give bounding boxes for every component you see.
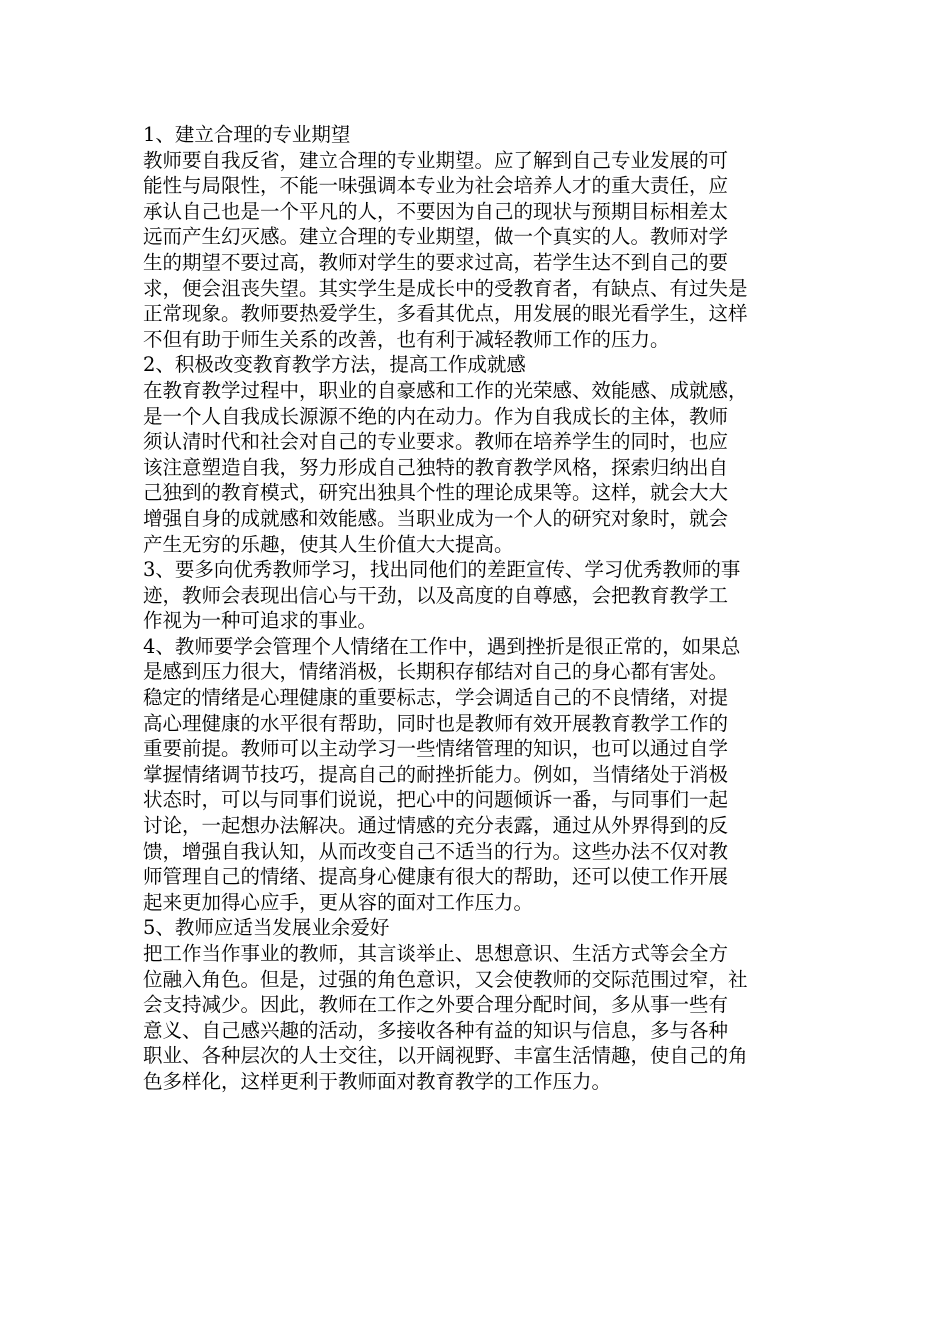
- section-1-line: 正常现象。教师要热爱学生，多看其优点，用发展的眼光看学生，这样: [143, 302, 748, 326]
- section-5-line: 把工作当作事业的教师，其言谈举止、思想意识、生活方式等会全方: [143, 942, 729, 965]
- section-3-line: 作视为一种可追求的事业。: [143, 609, 378, 633]
- section-2-line: 增强自身的成就感和效能感。当职业成为一个人的研究对象时，就会: [143, 506, 729, 530]
- section-5-line: 色多样化，这样更利于教师面对教育教学的工作压力。: [143, 1069, 612, 1093]
- section-1-line: 不但有助于师生关系的改善，也有利于减轻教师工作的压力。: [143, 327, 670, 351]
- section-4-line: 重要前提。教师可以主动学习一些情绪管理的知识，也可以通过自学: [143, 737, 729, 761]
- section-4-line: 掌握情绪调节技巧，提高自己的耐挫折能力。例如，当情绪处于消极: [143, 762, 729, 786]
- section-1-line: 承认自己也是一个平凡的人，不要因为自己的现状与预期目标相差太: [143, 199, 729, 223]
- section-1-line: 生的期望不要过高，教师对学生的要求过高，若学生达不到自己的要: [143, 250, 729, 274]
- section-1-line: 远而产生幻灭感。建立合理的专业期望，做一个真实的人。教师对学: [143, 225, 729, 249]
- section-5-line: 职业、各种层次的人士交往，以开阔视野、丰富生活情趣，使自己的角: [143, 1044, 748, 1068]
- section-3-line: 迹，教师会表现出信心与干劲，以及高度的自尊感，会把教育教学工: [143, 583, 729, 607]
- section-5-line: 位融入角色。但是，过强的角色意识，又会使教师的交际范围过窄，社: [143, 967, 748, 991]
- section-4-line: 讨论，一起想办法解决。通过情感的充分表露，通过从外界得到的反: [143, 814, 729, 838]
- section-4-line: 状态时，可以与同事们说说，把心中的问题倾诉一番，与同事们一起: [143, 788, 729, 812]
- section-1-heading: 1、建立合理的专业期望: [143, 123, 351, 146]
- section-2-line: 己独到的教育模式，研究出独具个性的理论成果等。这样，就会大大: [143, 481, 729, 505]
- section-4-line: 高心理健康的水平很有帮助，同时也是教师有效开展教育教学工作的: [143, 711, 729, 735]
- section-4-line: 稳定的情绪是心理健康的重要标志，学会调适自己的不良情绪，对提: [143, 686, 729, 710]
- section-1-line: 教师要自我反省，建立合理的专业期望。应了解到自己专业发展的可: [143, 148, 729, 172]
- section-4-line: 起来更加得心应手，更从容的面对工作压力。: [143, 890, 534, 914]
- section-3-line: 3、要多向优秀教师学习，找出同他们的差距宣传、学习优秀教师的事: [143, 558, 741, 582]
- section-4-line: 馈，增强自我认知，从而改变自己不适当的行为。这些办法不仅对教: [143, 839, 729, 863]
- section-5-line: 会支持减少。因此，教师在工作之外要合理分配时间，多从事一些有: [143, 993, 729, 1017]
- section-5-line: 意义、自己感兴趣的活动，多接收各种有益的知识与信息，多与各种: [143, 1018, 729, 1042]
- section-2-line: 产生无穷的乐趣，使其人生价值大大提高。: [143, 532, 514, 556]
- section-4-line: 师管理自己的情绪、提高身心健康有很大的帮助，还可以使工作开展: [143, 865, 729, 889]
- section-1-line: 求，便会沮丧失望。其实学生是成长中的受教育者，有缺点、有过失是: [143, 276, 748, 300]
- section-1-line: 能性与局限性，不能一味强调本专业为社会培养人才的重大责任，应: [143, 174, 729, 198]
- section-4-line: 是感到压力很大，情绪消极，长期积存郁结对自己的身心都有害处。: [143, 660, 729, 684]
- section-2-line: 在教育教学过程中，职业的自豪感和工作的光荣感、效能感、成就感，: [143, 378, 748, 402]
- section-2-heading: 2、积极改变教育教学方法，提高工作成就感: [143, 353, 526, 377]
- section-2-line: 须认清时代和社会对自己的专业要求。教师在培养学生的同时，也应: [143, 430, 729, 454]
- section-2-line: 该注意塑造自我，努力形成自己独特的教育教学风格，探索归纳出自: [143, 455, 729, 479]
- section-5-heading: 5、教师应适当发展业余爱好: [143, 916, 390, 940]
- document-body: [143, 122, 811, 1095]
- section-2-line: 是一个人自我成长源源不绝的内在动力。作为自我成长的主体，教师: [143, 404, 729, 428]
- section-4-line: 4、教师要学会管理个人情绪在工作中，遇到挫折是很正常的，如果总: [143, 634, 741, 658]
